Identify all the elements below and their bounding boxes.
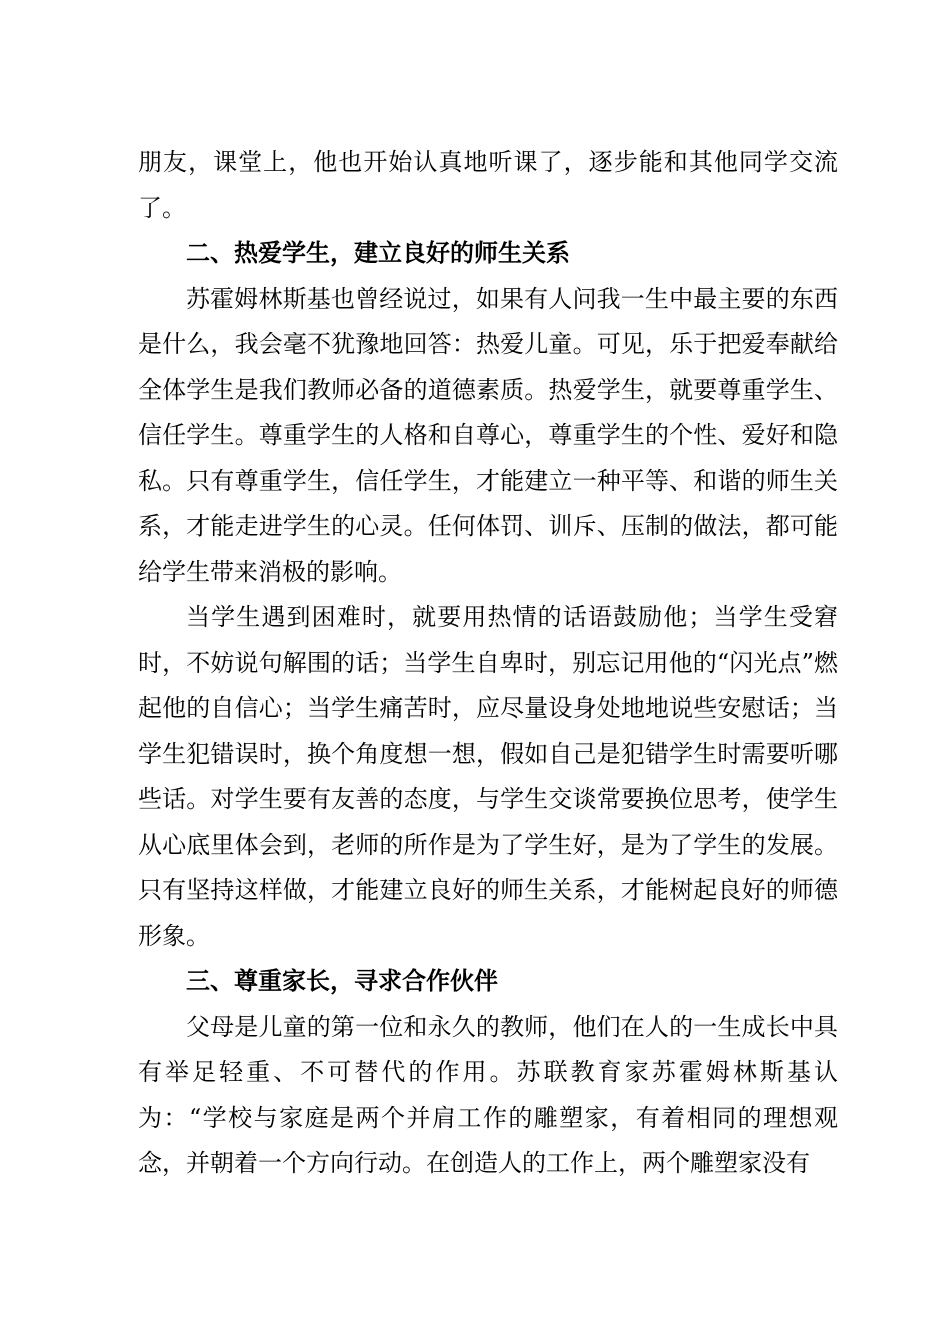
section-heading-2: 二、热爱学生，建立良好的师生关系 (186, 239, 570, 267)
paragraph-continued: 朋友，课堂上，他也开始认真地听课了，逐步能和其他同学交流了。 (138, 148, 838, 222)
section-heading-3: 三、尊重家长，寻求合作伙伴 (186, 967, 498, 995)
document-page (138, 140, 838, 1187)
paragraph: 当学生遇到困难时，就要用热情的话语鼓励他；当学生受窘时，不妨说句解围的话；当学生自卑时，别忘记用他的“闪光点”燃起他的自信心；当学生痛苦时，应尽量设身处地地说些安慰话；当学生犯错误时，换个角度想一想，假如自己是犯错学生时需要听哪些话。对学生要有友善的态度，与学生交谈常要换位思考，使学生从心底里体会到，老师的所作是为了学生好，是为了学生的发展。只有坚持这样做，才能建立良好的师生关系，才能树起良好的师德形象。 (138, 603, 838, 950)
paragraph: 苏霍姆林斯基也曾经说过，如果有人问我一生中最主要的东西是什么，我会毫不犹豫地回答：热爱儿童。可见，乐于把爱奉献给全体学生是我们教师必备的道德素质。热爱学生，就要尊重学生、信任学生。尊重学生的人格和自尊心，尊重学生的个性、爱好和隐私。只有尊重学生，信任学生，才能建立一种平等、和谐的师生关系，才能走进学生的心灵。任何体罚、训斥、压制的做法，都可能给学生带来消极的影响。 (138, 284, 838, 586)
paragraph: 父母是儿童的第一位和永久的教师，他们在人的一生成长中具有举足轻重、不可替代的作用。苏联教育家苏霍姆林斯基认为：“学校与家庭是两个并肩工作的雕塑家，有着相同的理想观念，并朝着一个方向行动。在创造人的工作上，两个雕塑家没有 (138, 1012, 838, 1177)
